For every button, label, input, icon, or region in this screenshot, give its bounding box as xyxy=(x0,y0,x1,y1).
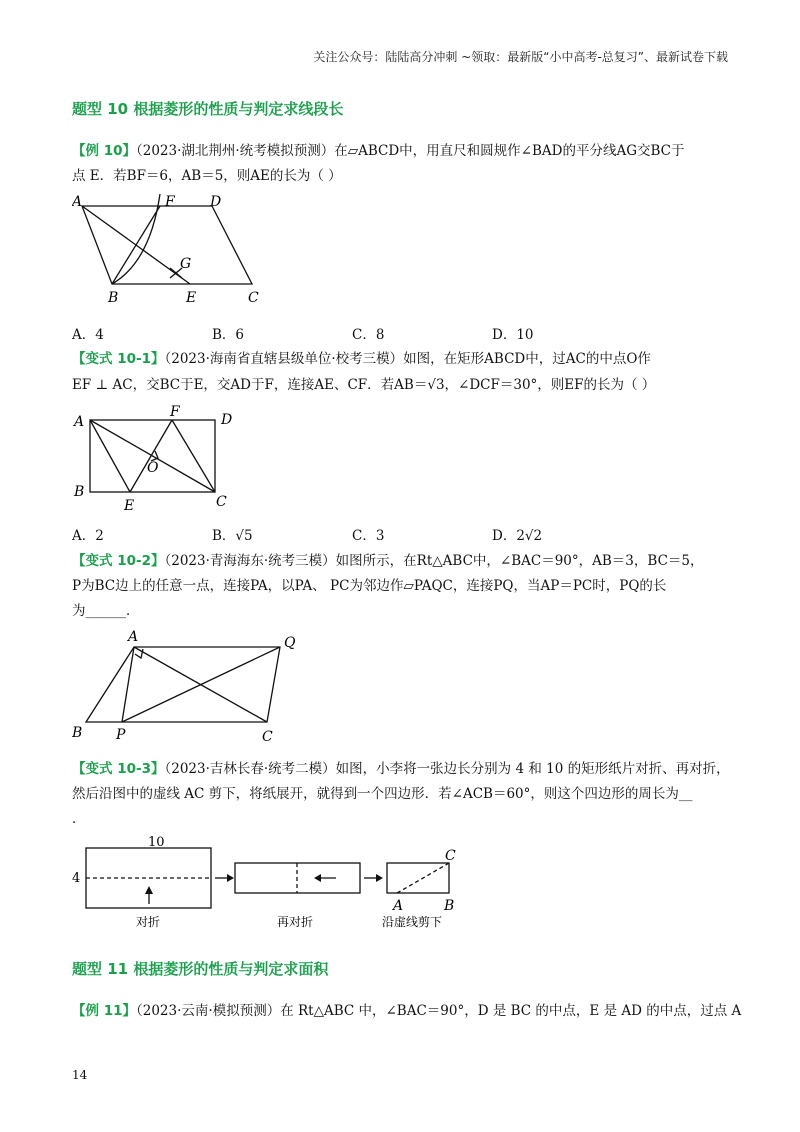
v1-label-F: F xyxy=(170,404,180,420)
v2-label-B: B xyxy=(72,725,83,741)
v3-line2: 然后沿图中的虚线 AC 剪下，将纸展开，就得到一个四边形．若∠ACB＝60°，则这个四边形的周长为__ xyxy=(72,786,693,802)
v1-line1 xyxy=(72,348,732,370)
ex10-figure xyxy=(72,192,272,310)
v3-caption-refold: 再对折 xyxy=(277,915,314,929)
ex11-tag: 【例 11】 xyxy=(72,1003,136,1019)
v3-caption-cut: 沿虚线剪下 xyxy=(382,915,443,929)
v3-label-A: A xyxy=(393,898,404,914)
v3-dim-top: 10 xyxy=(148,835,165,850)
v3-label-C: C xyxy=(445,848,456,864)
v1-label-D: D xyxy=(221,412,233,428)
ex10-option-a: A．4 xyxy=(72,327,104,343)
ex10-text1: （2023·湖北荆州·统考模拟预测）在▱ABCD中，用直尺和圆规作∠BAD的平分线AG交BC于 xyxy=(136,143,685,159)
v1-options xyxy=(72,524,672,544)
v1-label-A: A xyxy=(74,414,85,430)
v3-line3: ． xyxy=(72,811,86,827)
page-header: 关注公众号：陆陆高分冲刺 ~领取：最新版“小中高考-总复习”、最新试卷下载 xyxy=(313,50,728,64)
v1-figure xyxy=(72,400,247,518)
v2-line3: 为______． xyxy=(72,603,140,619)
ex10-label-G: G xyxy=(180,256,192,272)
section-title-10: 题型 10 根据菱形的性质与判定求线段长 xyxy=(72,100,344,118)
ex10-option-c: C．8 xyxy=(352,327,385,343)
ex10-label-B: B xyxy=(108,290,119,306)
v1-label-E: E xyxy=(124,498,135,514)
v3-figure xyxy=(72,830,472,930)
ex10-line2: 点 E．若BF＝6，AB＝5，则AE的长为（ ） xyxy=(72,168,342,184)
v2-label-P: P xyxy=(116,727,126,743)
ex10-label-A: A xyxy=(72,194,83,210)
ex11-line1 xyxy=(72,1000,742,1022)
v1-text1: （2023·海南省直辖县级单位·校考三模）如图，在矩形ABCD中，过AC的中点O作 xyxy=(164,351,651,367)
v2-line2: P为BC边上的任意一点，连接PA，以PA、 PC为邻边作▱PAQC，连接PQ，当AP＝PC时，PQ的长 xyxy=(72,578,667,594)
v2-label-Q: Q xyxy=(284,635,296,651)
v1-label-C: C xyxy=(216,494,227,510)
v2-line1 xyxy=(72,550,732,572)
ex10-label-D: D xyxy=(210,194,222,210)
ex10-options xyxy=(72,323,672,343)
v3-label-B: B xyxy=(444,898,455,914)
ex10-line1 xyxy=(72,140,732,162)
v3-text1: （2023·吉林长春·统考二模）如图，小李将一张边长分别为 4 和 10 的矩形纸片对折、再对折， xyxy=(164,761,730,777)
v3-dim-left: 4 xyxy=(72,871,81,886)
v1-line2: EF ⊥ AC，交BC于E，交AD于F，连接AE、CF．若AB＝√3，∠DCF＝30°，则EF的长为（ ） xyxy=(72,377,656,393)
v1-tag: 【变式 10-1】 xyxy=(72,351,165,367)
v1-option-b: B．√5 xyxy=(212,528,253,544)
v2-tag: 【变式 10-2】 xyxy=(72,553,165,569)
v2-figure xyxy=(72,625,312,750)
ex10-option-b: B．6 xyxy=(212,327,245,343)
v2-text1: （2023·青海海东·统考三模）如图所示，在Rt△ABC中，∠BAC＝90°，AB＝3，BC＝5， xyxy=(164,553,704,569)
ex10-label-F: F xyxy=(165,194,175,210)
ex10-label-E: E xyxy=(186,290,197,306)
section-title-11: 题型 11 根据菱形的性质与判定求面积 xyxy=(72,960,329,978)
v1-option-d: D．2√2 xyxy=(492,528,543,544)
v3-tag: 【变式 10-3】 xyxy=(72,761,165,777)
v1-option-c: C．3 xyxy=(352,528,385,544)
ex11-text1: （2023·云南·模拟预测）在 Rt△ABC 中，∠BAC＝90°，D 是 BC 的中点，E 是 AD 的中点，过点 A xyxy=(136,1003,742,1019)
v1-label-B: B xyxy=(74,484,85,500)
v2-label-C: C xyxy=(262,729,273,745)
v3-caption-fold: 对折 xyxy=(136,915,161,929)
v1-label-O: O xyxy=(147,460,159,476)
page-number: 14 xyxy=(72,1068,88,1082)
ex10-label-C: C xyxy=(248,290,259,306)
ex10-tag: 【例 10】 xyxy=(72,143,136,159)
v3-line1 xyxy=(72,758,732,780)
v1-option-a: A．2 xyxy=(72,528,104,544)
ex10-option-d: D．10 xyxy=(492,327,534,343)
v2-label-A: A xyxy=(128,629,139,645)
